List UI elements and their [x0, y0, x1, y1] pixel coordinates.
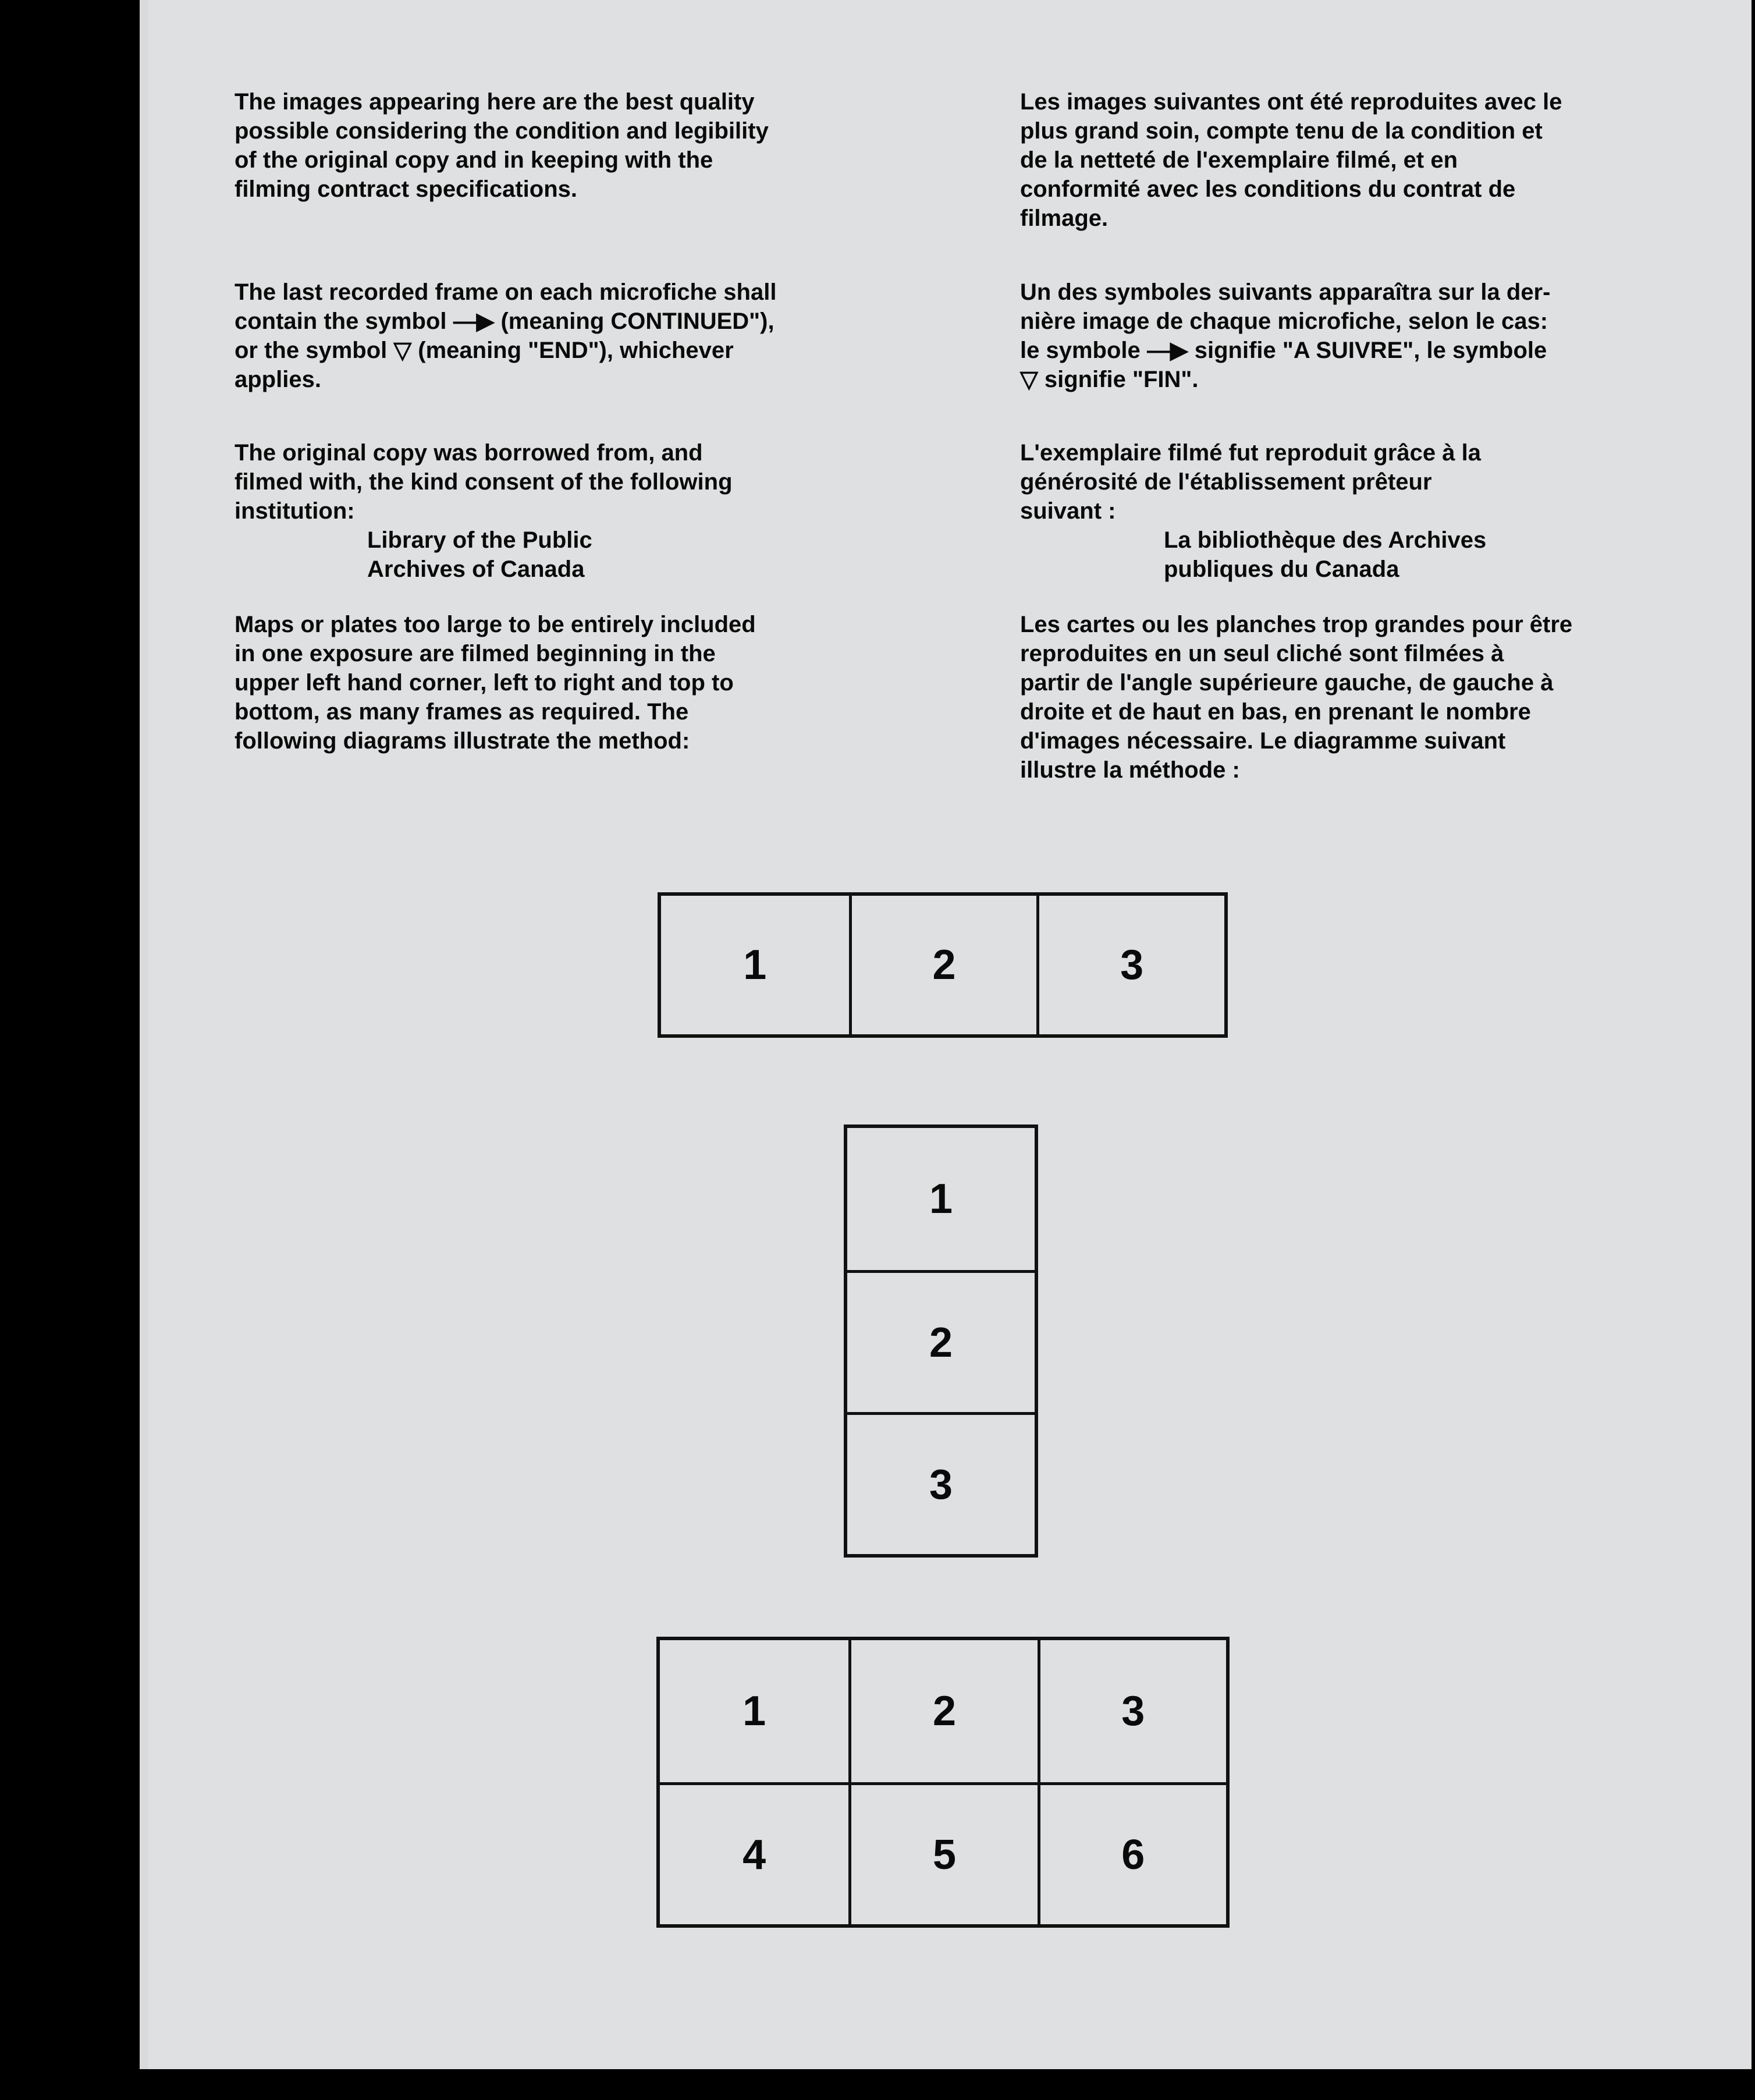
frame-cell: 1 — [742, 1688, 766, 1734]
english-maps-paragraph: Maps or plates too large to be entirely included in one exposure are filmed beginning in the upper left hand corner, left to right and top to bottom, as many frames as required. The following diagrams illustrate the method: — [235, 612, 756, 754]
frame-cell: 5 — [848, 1782, 1037, 1924]
french-quality-paragraph: Les images suivantes ont été reproduites avec le plus grand soin, compte tenu de la condition et de la netteté de l'exemplaire filmé, et en conformité avec les conditions du contrat de filmage. — [1020, 89, 1562, 231]
english-institution-paragraph: The original copy was borrowed from, and filmed with, the kind consent of the following institution: — [235, 440, 733, 524]
french-institution-paragraph: L'exemplaire filmé fut reproduit grâce à la générosité de l'établissement prêteur suivant : — [1020, 440, 1481, 524]
frame-cell: 2 — [848, 1640, 1037, 1782]
french-institution-name: La bibliothèque des Archives publiques du Canada — [1164, 527, 1487, 582]
frame-cell: 2 — [847, 1270, 1035, 1412]
frame-cell: 1 — [743, 942, 767, 988]
french-symbol-paragraph: Un des symboles suivants apparaîtra sur la der- nière image de chaque microfiche, selon le cas: le symbole —▶ signifie "A SUIVRE", le symbole ▽ signifie "FIN". — [1020, 279, 1551, 392]
frame-cell: 3 — [847, 1412, 1035, 1554]
french-maps-paragraph: Les cartes ou les planches trop grandes pour être reproduites en un seul cliché sont filmées à partir de l'angle supérieure gauche, de gauche à droite et de haut en bas, en prenant le nombre d'images nécessaire. Le diagramme suivant illustre la méthode : — [1020, 612, 1573, 783]
english-symbol-paragraph: The last recorded frame on each microfiche shall contain the symbol —▶ (meaning CONTINUED"), or the symbol ▽ (meaning "END"), whichever applies. — [235, 279, 777, 392]
frame-cell: 6 — [1038, 1782, 1226, 1924]
english-quality-paragraph: The images appearing here are the best quality possible considering the condition and legibility of the original copy and in keeping with the filming contract specifications. — [235, 89, 769, 202]
frame-cell: 4 — [660, 1782, 848, 1924]
sheet-left-edge — [140, 0, 148, 2069]
six-frame-grid-diagram — [656, 1637, 1230, 1928]
frame-cell: 1 — [929, 1176, 953, 1222]
english-institution-name: Library of the Public Archives of Canada — [367, 527, 592, 582]
three-frame-row-diagram — [658, 892, 1228, 1038]
frame-cell: 2 — [849, 896, 1037, 1034]
frame-cell: 3 — [1036, 896, 1224, 1034]
three-frame-column-diagram — [844, 1125, 1038, 1558]
frame-cell: 3 — [1038, 1640, 1226, 1782]
